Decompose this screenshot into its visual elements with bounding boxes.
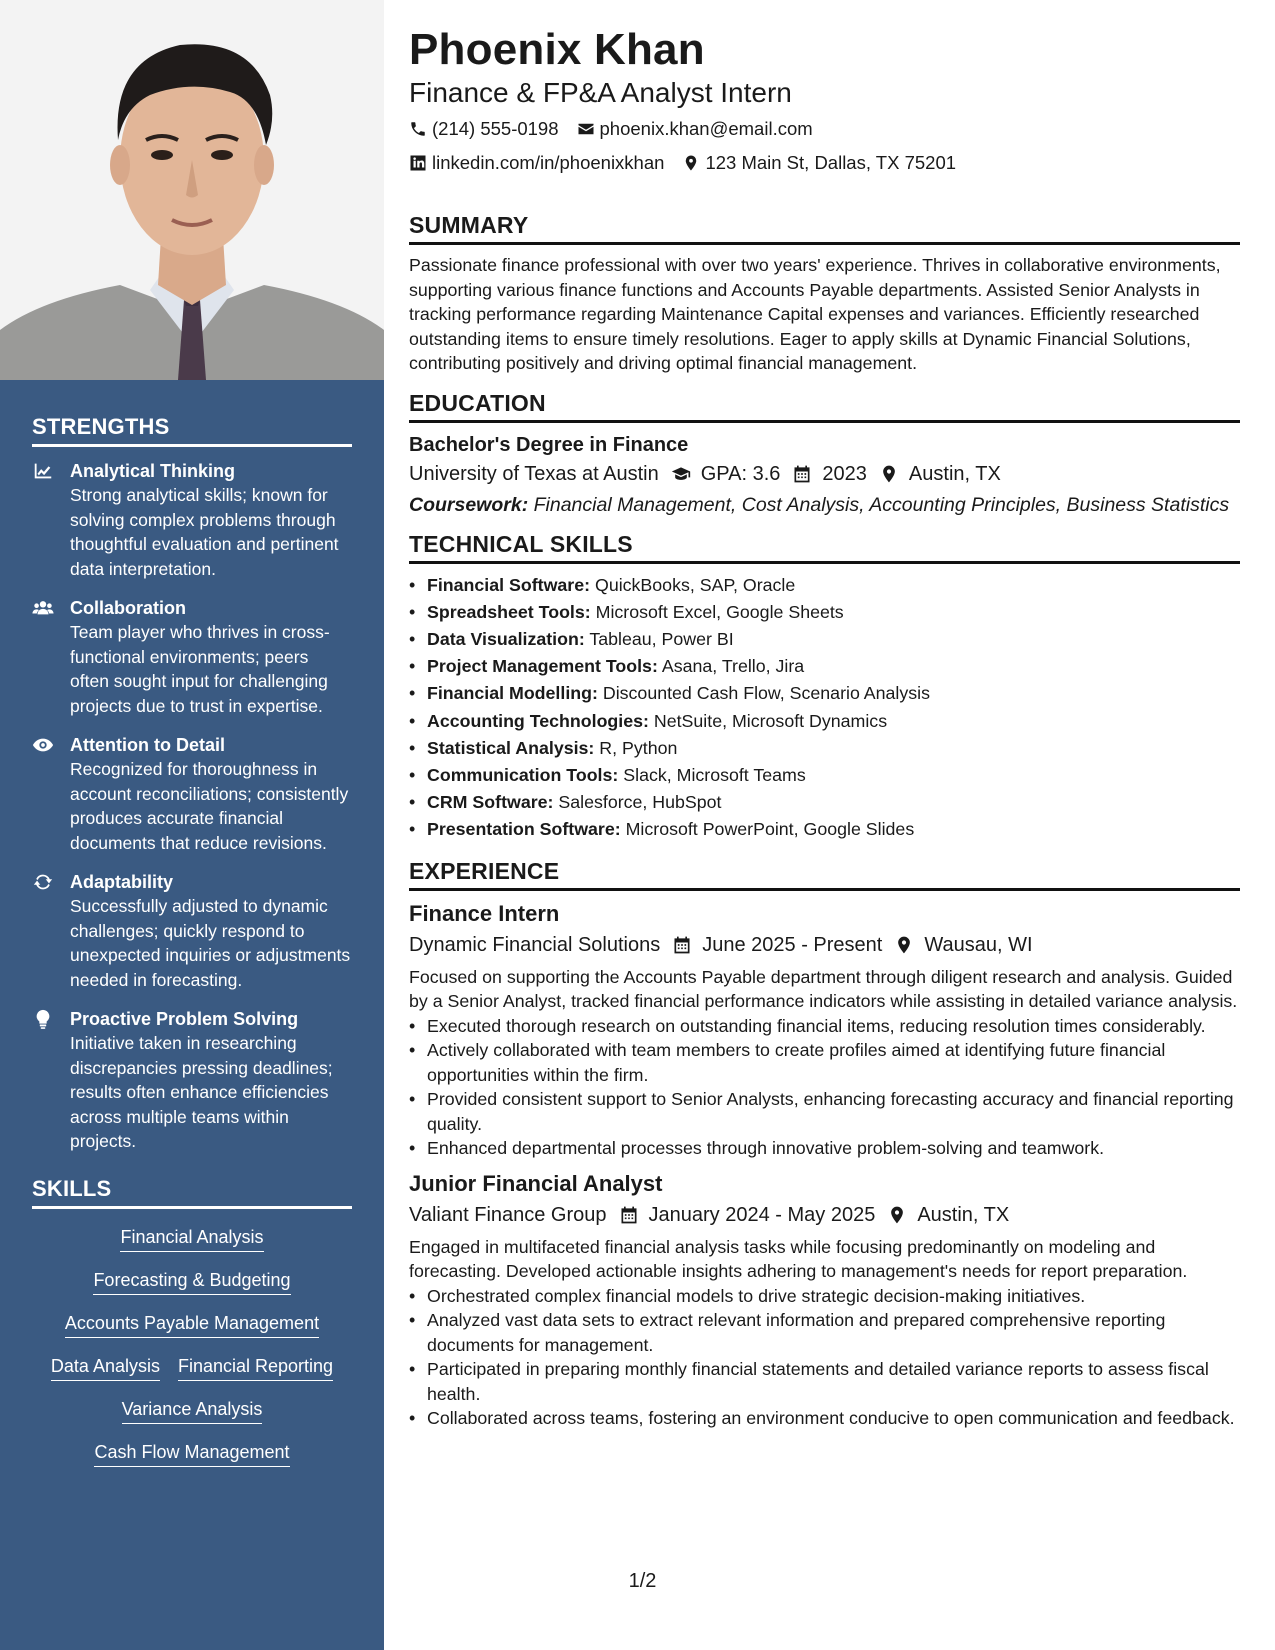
calendar-icon (672, 935, 692, 955)
email-contact[interactable] (577, 114, 813, 144)
list-item (409, 572, 1240, 599)
skill-category: CRM Software: (427, 792, 554, 813)
school-name: University of Texas at Austin (409, 462, 659, 485)
technical-skills-section (409, 531, 1240, 844)
summary-heading: SUMMARY (409, 212, 1240, 245)
education-section (409, 390, 1240, 517)
list-item (409, 762, 1240, 789)
list-item (409, 599, 1240, 626)
skill-category: Project Management Tools: (427, 656, 658, 677)
gpa-text: GPA: 3.6 (700, 462, 781, 485)
skill-values: Salesforce, HubSpot (558, 792, 722, 813)
technical-skills-list (409, 572, 1240, 844)
job-dates: June 2025 - Present (702, 933, 883, 956)
strength-title: Analytical Thinking (70, 461, 236, 481)
list-item (409, 816, 1240, 843)
strength-title: Adaptability (70, 872, 174, 892)
address-contact (682, 148, 956, 178)
company-name: Dynamic Financial Solutions (409, 933, 661, 956)
calendar-icon (619, 1205, 639, 1225)
skill-category: Accounting Technologies: (427, 710, 649, 731)
map-pin-icon (894, 935, 914, 955)
list-item: • Analyzed vast data sets to extract relevant information and prepared comprehensive reporting documents for management. (409, 1308, 1240, 1357)
job-dates: January 2024 - May 2025 (648, 1203, 876, 1226)
map-pin-icon (879, 464, 899, 484)
list-item (409, 789, 1240, 816)
list-item (409, 735, 1240, 762)
skill-values: NetSuite, Microsoft Dynamics (653, 710, 888, 731)
experience-section (409, 858, 1240, 1431)
map-pin-icon (682, 154, 700, 172)
candidate-title: Finance & FP&A Analyst Intern (409, 77, 792, 108)
job-entry (409, 899, 1240, 1161)
phone-contact[interactable] (409, 114, 559, 144)
coursework-text: Financial Management, Cost Analysis, Accounting Principles, Business Statistics (533, 493, 1230, 516)
email-text: phoenix.khan@email.com (599, 118, 813, 139)
strength-item (32, 459, 352, 581)
skill-category: Financial Software: (427, 574, 591, 595)
skills-heading: SKILLS (32, 1176, 352, 1209)
sidebar (0, 0, 384, 1650)
experience-heading: EXPERIENCE (409, 858, 1240, 891)
graduation-cap-icon (671, 464, 691, 484)
technical-skills-heading: TECHNICAL SKILLS (409, 531, 1240, 564)
refresh-icon (32, 871, 54, 893)
skill-tag: Variance Analysis (122, 1397, 263, 1424)
skill-tag: Forecasting & Budgeting (93, 1268, 290, 1295)
candidate-name: Phoenix Khan (409, 25, 705, 74)
skill-tag: Data Analysis (51, 1354, 160, 1381)
skill-tag: Financial Analysis (120, 1225, 263, 1252)
line-chart-icon (32, 460, 54, 482)
company-name: Valiant Finance Group (409, 1203, 607, 1226)
job-title: Junior Financial Analyst (409, 1170, 663, 1196)
job-title: Finance Intern (409, 900, 560, 926)
strength-title: Attention to Detail (70, 735, 225, 755)
list-item: • Provided consistent support to Senior Analysts, enhancing forecasting accuracy and financial reporting quality. (409, 1087, 1240, 1136)
list-item: • Participated in preparing monthly financial statements and detailed variance reports to assess fiscal health. (409, 1357, 1240, 1406)
strength-description: Successfully adjusted to dynamic challenges; quickly respond to unexpected inquiries or adjustments needed in forecasting. (70, 896, 351, 990)
list-item: • Actively collaborated with team members to create profiles aimed at identifying future financial opportunities within the firm. (409, 1038, 1240, 1087)
job-meta (409, 1199, 1240, 1231)
skill-category: Spreadsheet Tools: (427, 601, 591, 622)
education-location: Austin, TX (908, 462, 1001, 485)
skill-tag: Cash Flow Management (94, 1440, 289, 1467)
job-meta (409, 929, 1240, 961)
skill-category: Data Visualization: (427, 628, 585, 649)
linkedin-text: linkedin.com/in/phoenixkhan (432, 152, 665, 173)
skill-values: Microsoft PowerPoint, Google Slides (625, 819, 915, 840)
strength-item (32, 596, 352, 718)
main-content (409, 0, 1240, 1439)
job-entry (409, 1169, 1240, 1431)
contact-row-2 (409, 148, 1240, 178)
linkedin-icon (409, 154, 427, 172)
education-heading: EDUCATION (409, 390, 1240, 423)
strength-item (32, 733, 352, 855)
profile-photo (0, 0, 384, 380)
map-pin-icon (887, 1205, 907, 1225)
linkedin-contact[interactable] (409, 148, 664, 178)
contact-row (409, 114, 1240, 144)
job-description: Engaged in multifaceted financial analysis tasks while focusing predominantly on modeling and forecasting. Developed actionable insights adhering to management's needs for report preparation. (409, 1236, 1188, 1282)
lightbulb-icon (32, 1008, 54, 1030)
strengths-heading: STRENGTHS (32, 414, 352, 447)
list-item: • Orchestrated complex financial models to drive strategic decision-making initiatives. (409, 1284, 1240, 1309)
skill-values: Tableau, Power BI (589, 628, 734, 649)
education-meta (409, 459, 1240, 489)
skill-category: Statistical Analysis: (427, 737, 595, 758)
users-icon (32, 597, 54, 619)
coursework (409, 493, 1240, 517)
job-bullets (409, 1284, 1240, 1431)
skill-tag: Accounts Payable Management (65, 1311, 319, 1338)
page-indicator: 1/2 (628, 1570, 657, 1592)
job-description: Focused on supporting the Accounts Payable department through diligent research and analysis. Guided by a Senior Analyst, tracked financial performance indicators while assisting in detailed variance analysis. (409, 966, 1238, 1012)
list-item (409, 680, 1240, 707)
skill-category: Financial Modelling: (427, 683, 598, 704)
strength-title: Collaboration (70, 598, 186, 618)
strength-description: Team player who thrives in cross-functional environments; peers often sought input for challenging projects due to trust in expertise. (70, 622, 330, 716)
job-location: Wausau, WI (924, 933, 1033, 956)
envelope-icon (577, 120, 595, 138)
strength-item (32, 1007, 352, 1154)
degree-title: Bachelor's Degree in Finance (409, 433, 689, 456)
list-item: • Enhanced departmental processes through innovative problem-solving and teamwork. (409, 1136, 1240, 1161)
phone-text: (214) 555-0198 (432, 118, 559, 139)
skill-tag: Financial Reporting (178, 1354, 333, 1381)
profile-photo-illustration (0, 0, 384, 380)
skill-values: R, Python (599, 737, 678, 758)
skill-values: Asana, Trello, Jira (661, 656, 805, 677)
strength-item (32, 870, 352, 992)
coursework-label: Coursework: (409, 493, 529, 516)
graduation-year: 2023 (822, 462, 867, 485)
summary-text: Passionate finance professional with over two years' experience. Thrives in collaborative environments, supporting various finance functions and Accounts Payable departments. Assisted Senior Analysts in tracking performance regarding Maintenance Capital expenses and variances. Efficiently researched outstanding items to ensure timely resolutions. Eager to apply skills at Dynamic Financial Solutions, contributing positively and driving optimal financial management. (409, 255, 1221, 373)
list-item (409, 626, 1240, 653)
job-location: Austin, TX (917, 1203, 1010, 1226)
strength-title: Proactive Problem Solving (70, 1009, 299, 1029)
list-item: • Executed thorough research on outstanding financial items, reducing resolution times considerably. (409, 1014, 1240, 1039)
phone-icon (409, 120, 427, 138)
skill-values: Slack, Microsoft Teams (623, 764, 806, 785)
job-bullets (409, 1014, 1240, 1161)
list-item (409, 708, 1240, 735)
list-item: • Collaborated across teams, fostering an environment conducive to open communication and feedback. (409, 1406, 1240, 1431)
eye-icon (32, 734, 54, 756)
skill-values: Microsoft Excel, Google Sheets (595, 601, 844, 622)
skill-category: Presentation Software: (427, 819, 621, 840)
skill-values: QuickBooks, SAP, Oracle (594, 574, 796, 595)
strength-description: Recognized for thoroughness in account reconciliations; consistently produces accurate financial documents that reduce revisions. (70, 759, 349, 853)
list-item (409, 653, 1240, 680)
summary-section (409, 212, 1240, 376)
skill-category: Communication Tools: (427, 764, 619, 785)
address-text: 123 Main St, Dallas, TX 75201 (705, 152, 957, 173)
calendar-icon (792, 464, 812, 484)
strength-description: Initiative taken in researching discrepancies pressing deadlines; results often enhance efficiencies across multiple teams within projects. (70, 1033, 333, 1151)
skill-values: Discounted Cash Flow, Scenario Analysis (602, 683, 930, 704)
strength-description: Strong analytical skills; known for solving complex problems through thoughtful evaluation and pertinent data interpretation. (70, 485, 339, 579)
skills-list (32, 1221, 352, 1467)
